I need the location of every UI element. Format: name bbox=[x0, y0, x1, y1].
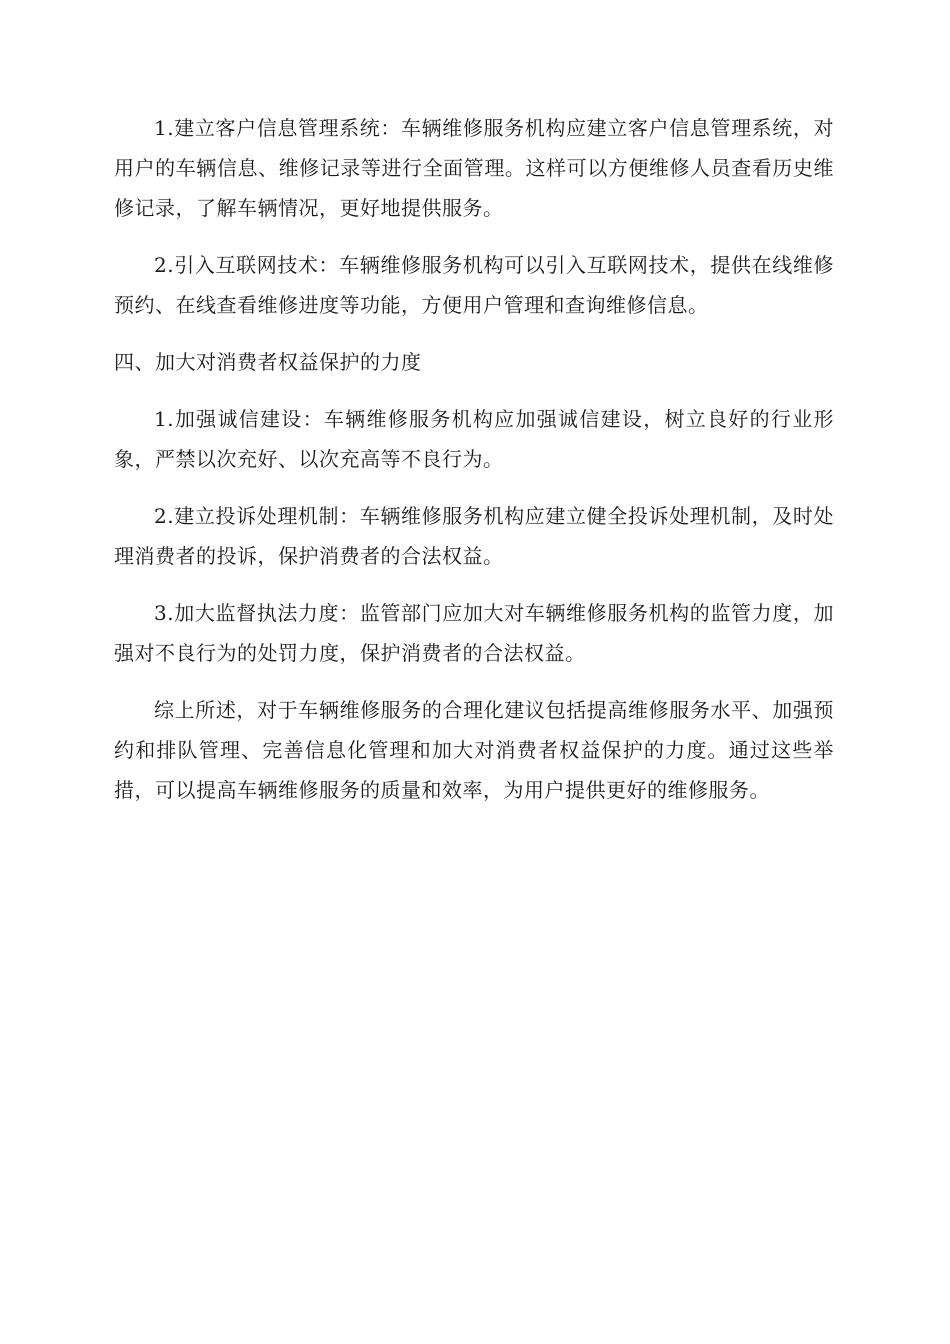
paragraph-internet-technology: 2.引入互联网技术：车辆维修服务机构可以引入互联网技术，提供在线维修预约、在线查看维修进度等功能，方便用户管理和查询维修信息。 bbox=[114, 253, 834, 317]
section-heading-consumer-protection: 四、加大对消费者权益保护的力度 bbox=[114, 350, 422, 374]
document-body bbox=[114, 108, 834, 827]
paragraph-conclusion: 综上所述，对于车辆维修服务的合理化建议包括提高维修服务水平、加强预约和排队管理、完善信息化管理和加大对消费者权益保护的力度。通过这些举措，可以提高车辆维修服务的质量和效率，为用户提供更好的维修服务。 bbox=[114, 698, 834, 802]
paragraph-complaint-mechanism: 2.建立投诉处理机制：车辆维修服务机构应建立健全投诉处理机制，及时处理消费者的投诉，保护消费者的合法权益。 bbox=[114, 504, 834, 568]
paragraph-integrity-building: 1.加强诚信建设：车辆维修服务机构应加强诚信建设，树立良好的行业形象，严禁以次充好、以次充高等不良行为。 bbox=[114, 407, 834, 471]
paragraph-customer-info-system: 1.建立客户信息管理系统：车辆维修服务机构应建立客户信息管理系统，对用户的车辆信息、维修记录等进行全面管理。这样可以方便维修人员查看历史维修记录，了解车辆情况，更好地提供服务。 bbox=[114, 116, 834, 220]
paragraph-supervision-enforcement: 3.加大监督执法力度：监管部门应加大对车辆维修服务机构的监管力度，加强对不良行为的处罚力度，保护消费者的合法权益。 bbox=[114, 601, 834, 665]
